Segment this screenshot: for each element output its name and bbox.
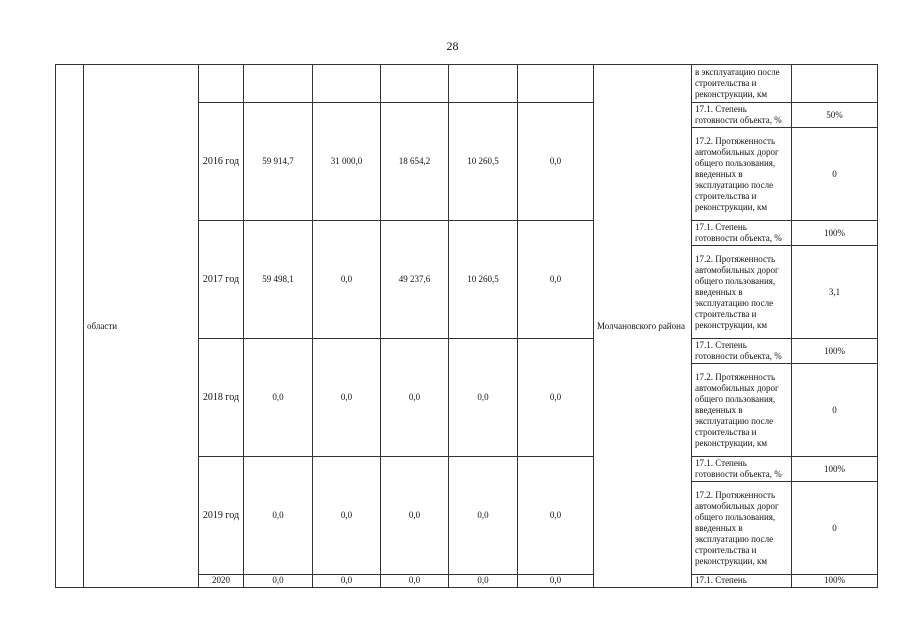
indicator-value-cell: 100% bbox=[792, 457, 878, 482]
value-cell: 0,0 bbox=[313, 575, 381, 588]
value-cell: 49 237,6 bbox=[381, 221, 449, 339]
indicator-value-cell: 0 bbox=[792, 128, 878, 221]
value-cell: 0,0 bbox=[518, 457, 594, 575]
empty-cell bbox=[449, 65, 518, 103]
empty-cell bbox=[518, 65, 594, 103]
value-cell: 0,0 bbox=[381, 575, 449, 588]
value-cell: 0,0 bbox=[244, 339, 313, 457]
indicator-cell: 17.1. Степень bbox=[692, 575, 792, 588]
indicator-cell: 17.2. Протяженность автомобильных дорог общего пользования, введенных в эксплуатацию после строительства и реконструкции, км bbox=[692, 482, 792, 575]
value-cell: 0,0 bbox=[518, 339, 594, 457]
indicator-value-cell: 3,1 bbox=[792, 246, 878, 339]
value-cell: 0,0 bbox=[313, 339, 381, 457]
region-cell: области bbox=[84, 65, 199, 588]
value-cell: 0,0 bbox=[244, 575, 313, 588]
value-cell: 0,0 bbox=[449, 575, 518, 588]
indicator-cell: в эксплуатацию после строительства и реконструкции, км bbox=[692, 65, 792, 103]
value-cell: 0,0 bbox=[518, 221, 594, 339]
indicator-cell: 17.1. Степень готовности объекта, % bbox=[692, 457, 792, 482]
year-cell: 2019 год bbox=[199, 457, 244, 575]
value-cell: 31 000,0 bbox=[313, 103, 381, 221]
value-cell: 0,0 bbox=[449, 339, 518, 457]
year-cell: 2016 год bbox=[199, 103, 244, 221]
empty-cell bbox=[199, 65, 244, 103]
indicator-cell: 17.1. Степень готовности объекта, % bbox=[692, 221, 792, 246]
indicator-value-cell: 100% bbox=[792, 339, 878, 364]
year-cell: 2018 год bbox=[199, 339, 244, 457]
value-cell: 0,0 bbox=[518, 103, 594, 221]
value-cell: 10 260,5 bbox=[449, 103, 518, 221]
year-cell: 2020 bbox=[199, 575, 244, 588]
indicator-cell: 17.2. Протяженность автомобильных дорог общего пользования, введенных в эксплуатацию после строительства и реконструкции, км bbox=[692, 128, 792, 221]
empty-cell bbox=[244, 65, 313, 103]
indicator-cell: 17.2. Протяженность автомобильных дорог общего пользования, введенных в эксплуатацию после строительства и реконструкции, км bbox=[692, 364, 792, 457]
value-cell: 10 260,5 bbox=[449, 221, 518, 339]
district-cell: Молчановского района bbox=[594, 65, 692, 588]
indicator-cell: 17.1. Степень готовности объекта, % bbox=[692, 339, 792, 364]
value-cell: 0,0 bbox=[449, 457, 518, 575]
empty-cell bbox=[313, 65, 381, 103]
row-number-cell bbox=[56, 65, 84, 588]
indicator-value-cell: 100% bbox=[792, 221, 878, 246]
indicator-value-cell: 0 bbox=[792, 482, 878, 575]
value-cell: 0,0 bbox=[244, 457, 313, 575]
empty-cell bbox=[381, 65, 449, 103]
year-cell: 2017 год bbox=[199, 221, 244, 339]
empty-cell bbox=[792, 65, 878, 103]
page-number: 28 bbox=[446, 39, 459, 53]
indicator-cell: 17.1. Степень готовности объекта, % bbox=[692, 103, 792, 128]
value-cell: 0,0 bbox=[313, 457, 381, 575]
value-cell: 0,0 bbox=[518, 575, 594, 588]
indicator-value-cell: 100% bbox=[792, 575, 878, 588]
value-cell: 0,0 bbox=[313, 221, 381, 339]
value-cell: 18 654,2 bbox=[381, 103, 449, 221]
value-cell: 59 914,7 bbox=[244, 103, 313, 221]
value-cell: 59 498,1 bbox=[244, 221, 313, 339]
indicator-value-cell: 50% bbox=[792, 103, 878, 128]
value-cell: 0,0 bbox=[381, 457, 449, 575]
indicator-value-cell: 0 bbox=[792, 364, 878, 457]
indicator-cell: 17.2. Протяженность автомобильных дорог общего пользования, введенных в эксплуатацию после строительства и реконструкции, км bbox=[692, 246, 792, 339]
value-cell: 0,0 bbox=[381, 339, 449, 457]
program-table bbox=[55, 64, 878, 588]
